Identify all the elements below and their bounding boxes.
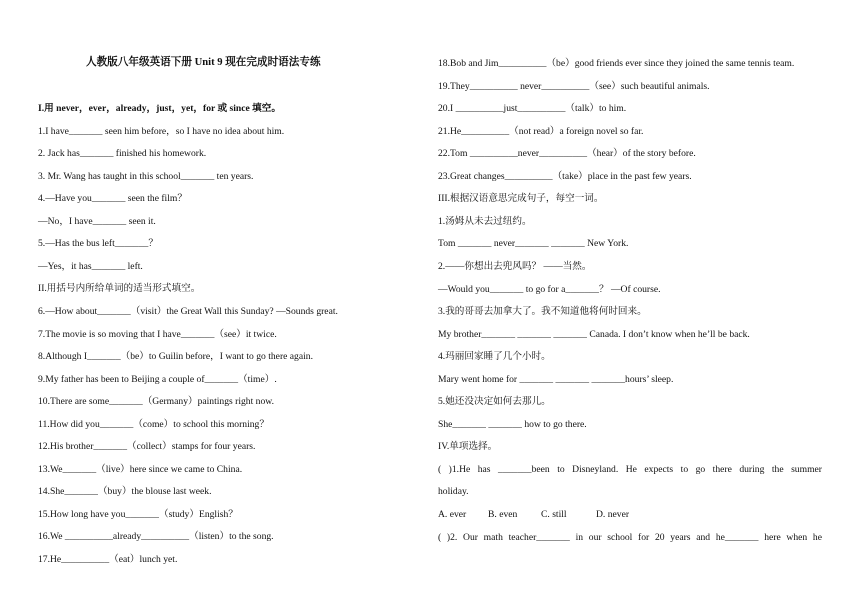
exercise-line: ( )2. Our math teacher_______ in our school for 20 years and he_______ here when he [438,531,822,543]
section-heading: I.用 never，ever，already，just，yet，for 或 since 填空。 [38,103,281,114]
exercise-line: My brother_______ _______ _______ Canada. I don’t know when he’ll be back. [438,328,750,340]
exercise-line: 19.They__________ never__________（see）such beautiful animals. [438,80,710,92]
exercise-line: 18.Bob and Jim__________（be）good friends ever since they joined the same tennis team. [438,58,795,69]
exercise-line: 2.——你想出去兜风吗？ ——当然。 [438,260,592,272]
exercise-line: 5.—Has the bus left_______？ [38,238,158,250]
exercise-line: Tom _______ never_______ _______ New York. [438,238,629,250]
section-heading: IV.单项选择。 [438,441,498,453]
choice-option: B. even [488,509,518,520]
exercise-line: ( )1.He has _______been to Disneyland. He expects to go there during the summer [438,463,822,475]
exercise-line: 23.Great changes__________（take）place in the past few years. [438,170,692,182]
choice-option: D. never [596,509,630,520]
exercise-line: 3.我的哥哥去加拿大了。我不知道他将何时回来。 [438,306,647,318]
exercise-line: 17.He__________（eat）lunch yet. [38,554,178,565]
exercise-line: 12.His brother_______（collect）stamps for four years. [38,441,256,453]
exercise-line: 5.她还没决定如何去那儿。 [438,396,551,408]
exercise-line: Mary went home for _______ _______ _______hours’ sleep. [438,373,674,385]
exercise-line: 3. Mr. Wang has taught in this school_______ ten years. [38,170,254,182]
exercise-line: 11.How did you_______（come）to school this morning？ [38,418,269,430]
exercise-line: 15.How long have you_______（study）English？ [38,508,238,520]
section-heading: II.用括号内所给单词的适当形式填空。 [38,283,201,295]
section-heading: III.根据汉语意思完成句子，每空一词。 [438,193,604,205]
exercise-line: She_______ _______ how to go there. [438,418,587,430]
choice-option: A. ever [438,509,467,520]
exercise-line: 1.汤姆从未去过纽约。 [438,215,532,227]
exercise-line: 4.玛丽回家睡了几个小时。 [438,351,551,363]
exercise-line: 9.My father has been to Beijing a couple of_______（time）. [38,373,277,385]
exercise-line: —Would you_______ to go for a_______？ —Of course. [438,283,661,295]
exercise-line: 8.Although I_______（be）to Guilin before，I want to go there again. [38,351,313,363]
exercise-line: 1.I have_______ seen him before，so I have no idea about him. [38,125,285,137]
exercise-line: 7.The movie is so moving that I have_______（see）it twice. [38,328,277,340]
exercise-line: 2. Jack has_______ finished his homework. [38,148,207,160]
exercise-line: holiday. [438,486,469,498]
exercise-line: 13.We_______（live）here since we came to China. [38,463,243,475]
page-title: 人教版八年级英语下册 Unit 9 现在完成时语法专练 [86,57,321,68]
exercise-line: 4.—Have you_______ seen the film？ [38,193,187,205]
choice-option: C. still [541,509,567,520]
exercise-line: 10.There are some_______（Germany）paintings right now. [38,396,274,408]
exercise-line: —Yes，it has_______ left. [38,260,143,272]
exercise-line: 6.—How about_______（visit）the Great Wall this Sunday? —Sounds great. [38,305,338,317]
exercise-line: 22.Tom __________never__________（hear）of the story before. [438,148,696,160]
exercise-line: 21.He__________（not read）a foreign novel so far. [438,125,644,137]
exercise-line: 14.She_______（buy）the blouse last week. [38,486,212,498]
exercise-line: 20.I __________just__________（talk）to him. [438,103,627,115]
exercise-line: —No，I have_______ seen it. [38,215,156,227]
exercise-line: 16.We __________already__________（listen）to the song. [38,531,274,543]
